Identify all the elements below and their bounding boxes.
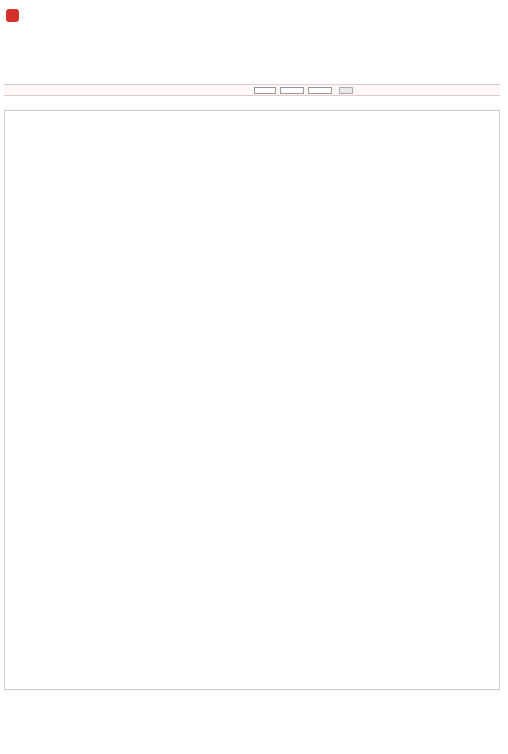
period-to-input[interactable] — [308, 87, 332, 94]
footer-options — [296, 742, 299, 752]
mark-options — [125, 99, 129, 109]
period-select[interactable] — [254, 87, 276, 94]
period-from-input[interactable] — [280, 87, 304, 94]
view-button[interactable] — [339, 87, 353, 94]
trend-table — [4, 110, 500, 690]
site-header — [0, 0, 508, 30]
lottery-logo[interactable] — [6, 9, 19, 22]
chart-titlebar — [4, 84, 500, 96]
